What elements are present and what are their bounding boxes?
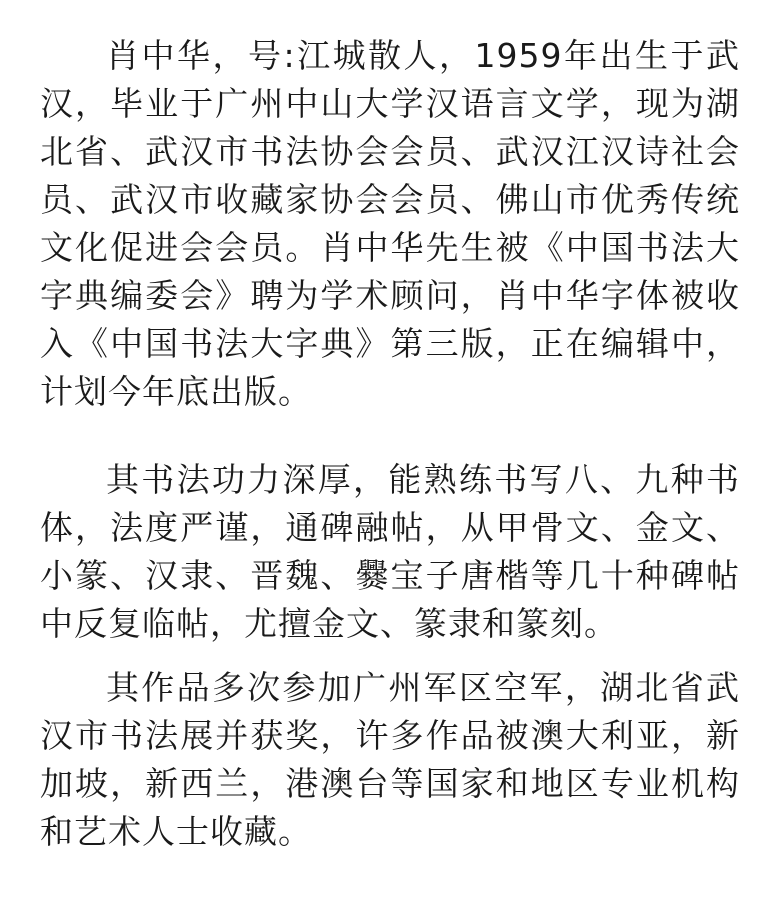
paragraph-biography: 肖中华，号:江城散人，1959年出生于武汉，毕业于广州中山大学汉语言文学，现为湖北省、武汉市书法协会会员、武汉江汉诗社会员、武汉市收藏家协会会员、佛山市优秀传统文化促进会会员。肖中华先生被《中国书法大字典编委会》聘为学术顾问，肖中华字体被收入《中国书法大字典》第三版，正在编辑中，计划今年底出版。	[40, 36, 740, 411]
paragraph-exhibitions-collections: 其作品多次参加广州军区空军，湖北省武汉市书法展并获奖，许多作品被澳大利亚，新加坡，新西兰，港澳台等国家和地区专业机构和艺术人士收藏。	[40, 668, 740, 851]
paragraph-calligraphy-skill: 其书法功力深厚，能熟练书写八、九种书体，法度严谨，通碑融帖，从甲骨文、金文、小篆、汉隶、晋魏、爨宝子唐楷等几十种碑帖中反复临帖，尤擅金文、篆隶和篆刻。	[40, 460, 740, 643]
